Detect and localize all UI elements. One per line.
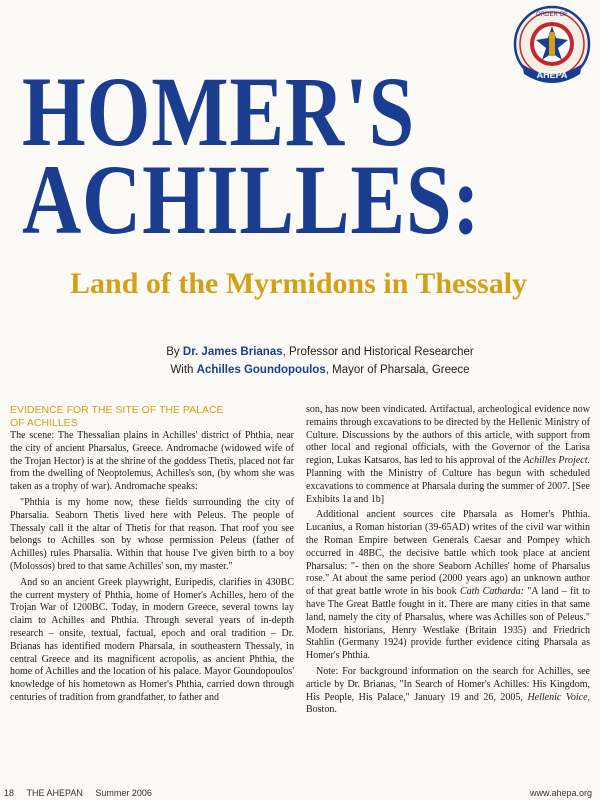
byline-author-title: , Professor and Historical Researcher [282,346,474,358]
text-run: "A land – fit to have The Great Battle fought in it. There are many cities in that same land, namely the city of Pharsalus, where was Achilles son of Peleus." Modern historians, Henry Westlake (Britain 1935) and Friedrich Stahlin (Germany 1924) provide further evidence citing Pharsala as Homer's Phthia. [306,586,590,662]
byline-author-line [80,343,560,361]
section-heading [10,404,294,429]
byline [80,343,560,379]
headline-line-1: HOMER'S [22,56,415,167]
quote-paragraph: "Phthia is my home now, these fields surrounding the city of Pharsalia. Seaborn Thetis lived here with Peleus. The people of Thessaly call it the altar of Thetis for that reason. That roof you see belongs to Achilles son by whose permission Peleus (father of Achilles) rules Pharsalia. Within that house I've given birth to a boy (Molossos) bred to that same Achilles' son, my master." [10,496,294,572]
logo-top-text: ORDER OF [536,12,568,18]
article-column-right [306,404,590,786]
byline-author: Dr. James Brianas [182,346,283,358]
byline-coauthor: Achilles Goundopoulos [196,364,326,376]
text-run: Planning with the Ministry of Culture has begun with scheduled excavations to commence at Pharsala during the summer of 2007. [See Exhibits 1a and 1b] [306,467,590,505]
page-number: 18 [4,788,15,798]
section-heading-line-2: OF ACHILLES [10,416,78,429]
byline-prefix-by: By [166,346,180,358]
note-paragraph [306,666,590,717]
byline-coauthor-line [80,361,560,379]
text-run: Note: For background information on the search for Achilles, see article by Dr. Brianas, "In Search of Homer's Achilles: His Kingdom, His People, His Palace," January 19 and 26, 2005, [306,665,590,703]
text-run: Boston. [306,704,337,716]
paragraph [306,404,590,506]
paragraph: And so an ancient Greek playwright, Euripedis, clarifies in 430BC the current mystery of Phthia, home of Homer's Achilles, hero of the Trojan War of 1200BC. Today, in modern Greece, several towns lay claim to Achilles and Phthia. Through several years of in-depth research – onsite, textual, factual, epoch and oral tradition – Dr. Brianas has identified modern Pharsala, in southeastern Thessaly, in central Greece and its magnificent acropolis, as ancient Phthia, the home of Achilles and the location of his palace. Mayor Goundopoulos' knowledge of his hometown as Homer's Phthia, carried down through centuries of tradition from grandfather, to father and [10,576,294,703]
footer-left [4,786,152,800]
logo-bottom-text: AHEPA [536,70,568,80]
byline-coauthor-title: , Mayor of Pharsala, Greece [325,364,470,376]
article-headline [22,56,481,255]
footer-url: www.ahepa.org [529,788,592,798]
ahepa-seal-logo [512,2,592,88]
paragraph: The scene: The Thessalian plains in Achilles' district of Phthia, near the city of ancient Pharsalus, Greece. Andromache (widowed wife of the Trojan Hector) is at the shrine of the goddess Thetis, placed not far from the dwelling of Neoptolemus, Achilles's son, (by whom she was taken as a trophy of war). Andromache speaks: [10,430,294,493]
text-run: son, has now been vindicated. Artifactual, archeological evidence now remains through excavations to be directed by the Hellenic Ministry of Culture. Discussions by the authors of this article, with support from other local and regional officials, with the Governor of the Larisa region, Lukas Katsaros, has led to his approval of the [306,404,590,467]
text-run: Additional ancient sources cite Pharsala as Homer's Phthia. Lucanius, a Roman historian (39-65AD) writes of the civil war within the Roman Empire between Generals Caesar and Pompey which occurred in 48BC, the decisive battle which took place at ancient Pharsalus: "- then on the shore Seaborn Achilles' home of Pharsalus rose." At about the same period (2000 years ago) an unknown author of that great battle wrote in his book [306,509,590,598]
italic-text: Cath Catharda: [459,586,524,598]
page-footer [0,786,600,800]
paragraph [306,509,590,663]
italic-text: Achilles Project. [523,455,590,467]
byline-prefix-with: With [170,364,194,376]
issue-date: Summer 2006 [95,788,152,798]
article-subtitle: Land of the Myrmidons in Thessaly [70,267,528,300]
article-column-left [10,404,294,786]
publication-name: THE AHEPAN [26,788,83,798]
italic-text: Hellenic Voice, [527,691,590,703]
headline-line-2: ACHILLES: [22,144,481,255]
section-heading-line-1: EVIDENCE FOR THE SITE OF THE PALACE [10,404,224,416]
